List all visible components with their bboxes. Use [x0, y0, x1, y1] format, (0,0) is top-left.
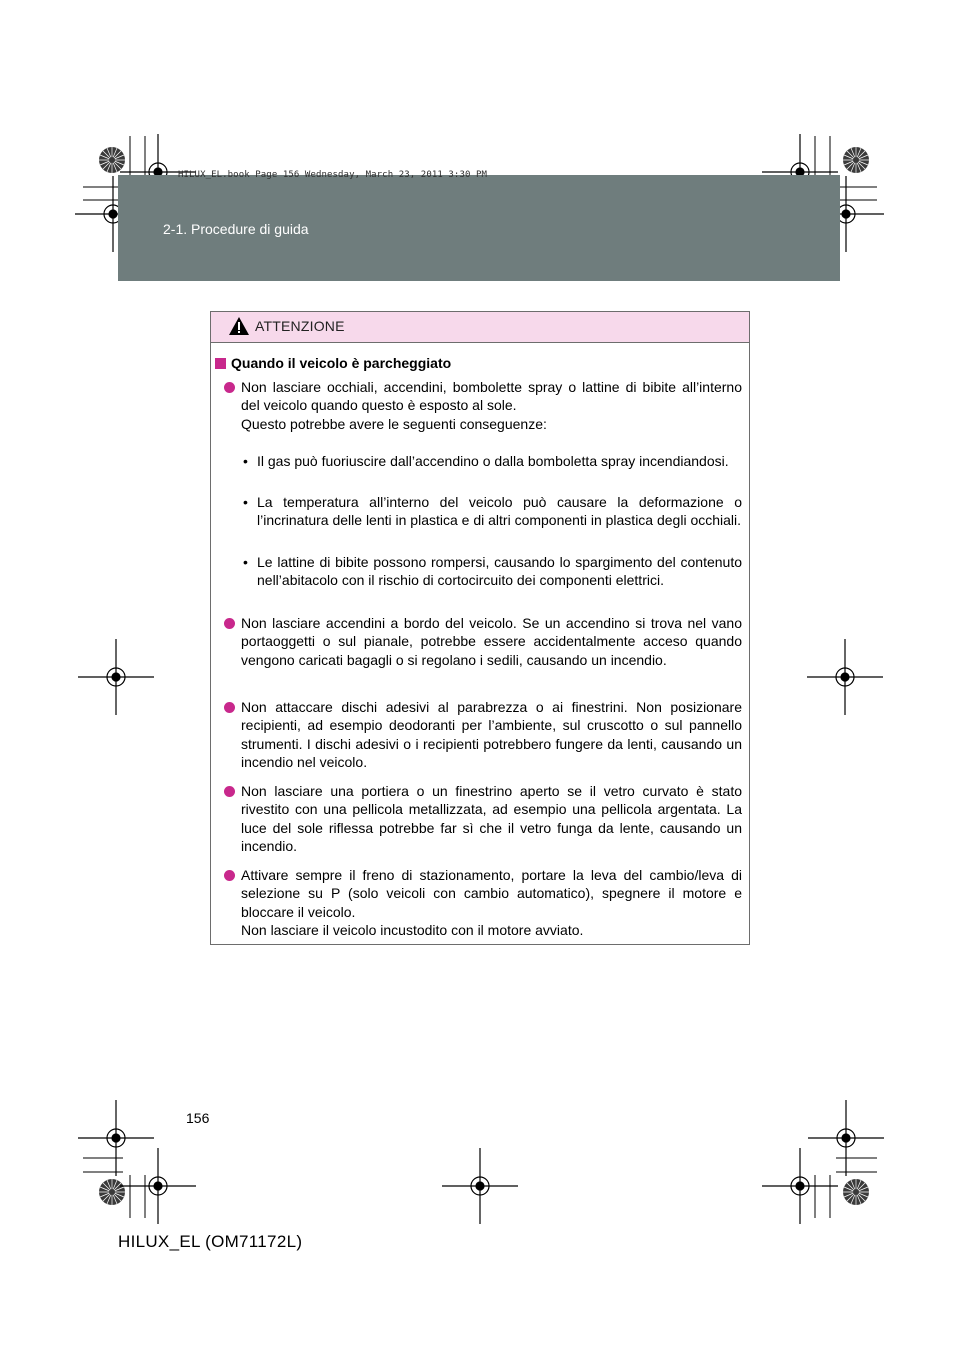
section-title: 2-1. Procedure di guida	[163, 221, 309, 237]
list-item: Non lasciare occhiali, accendini, bombolette spray o lattine di bibite all’interno del veicolo quando questo è esposto al sole. Questo potrebbe avere le seguenti conseguenze:	[241, 378, 742, 433]
bullet-dot-icon	[224, 702, 235, 713]
sub-list-item: • Le lattine di bibite possono rompersi, causando lo spargimento del contenuto nell’abitacolo con il rischio di cortocircuito dei componenti elettrici.	[243, 554, 742, 589]
list-item: Non attaccare dischi adesivi al parabrezza o ai finestrini. Non posizionare recipienti, ad esempio deodoranti per l’ambiente, sul cruscotto o sul pannello strumenti. I dischi adesivi o i recipienti potrebbero fungere da lenti, causando un incendio nel veicolo.	[241, 698, 742, 772]
warning-header	[211, 312, 749, 343]
bullet-dot-icon	[224, 786, 235, 797]
bullet-dot-icon	[224, 870, 235, 881]
bullet-dot-icon	[224, 382, 235, 393]
registration-mark-bottom-left	[78, 1100, 196, 1224]
page-number: 156	[186, 1110, 210, 1126]
warning-title: ATTENZIONE	[255, 318, 345, 334]
warning-triangle-icon	[228, 316, 250, 336]
square-bullet-icon	[215, 358, 226, 369]
section-heading: Quando il veicolo è parcheggiato	[215, 354, 451, 372]
book-stamp: HILUX_EL.book Page 156 Wednesday, March 23, 2011 3:30 PM	[178, 170, 488, 180]
registration-mark-middle-right	[807, 639, 883, 715]
list-item: Attivare sempre il freno di stazionamento, portare la leva del cambio/leva di selezione su P (solo veicoli con cambio automatico), spegnere il motore e bloccare il veicolo. Non lasciare il veicolo incustodito con il motore avviato.	[241, 866, 742, 940]
registration-mark-bottom-center	[442, 1148, 518, 1224]
warning-box	[210, 311, 750, 945]
sub-list-item: • La temperatura all’interno del veicolo può causare la deformazione o l’incrinatura delle lenti in plastica e di altri componenti in plastica degli occhiali.	[243, 494, 742, 529]
list-item: Non lasciare accendini a bordo del veicolo. Se un accendino si trova nel vano portaoggetti o sul pianale, potrebbe essere accidentalmente acceso quando vengono caricati bagagli o si regolano i sedili, causando un incendio.	[241, 614, 742, 669]
registration-mark-bottom-right	[762, 1100, 884, 1224]
bullet-dot-icon	[224, 618, 235, 629]
footer-document-code: HILUX_EL (OM71172L)	[118, 1232, 303, 1251]
list-item: Non lasciare una portiera o un finestrino aperto se il vetro curvato è stato rivestito con una pellicola metallizzata, ad esempio una pellicola argentata. La luce del sole riflessa potrebbe far sì che il vetro funga da lente, causando un incendio.	[241, 782, 742, 856]
registration-mark-middle-left	[78, 639, 154, 715]
sub-list-item: • Il gas può fuoriuscire dall’accendino o dalla bomboletta spray incendiandosi.	[243, 453, 729, 469]
